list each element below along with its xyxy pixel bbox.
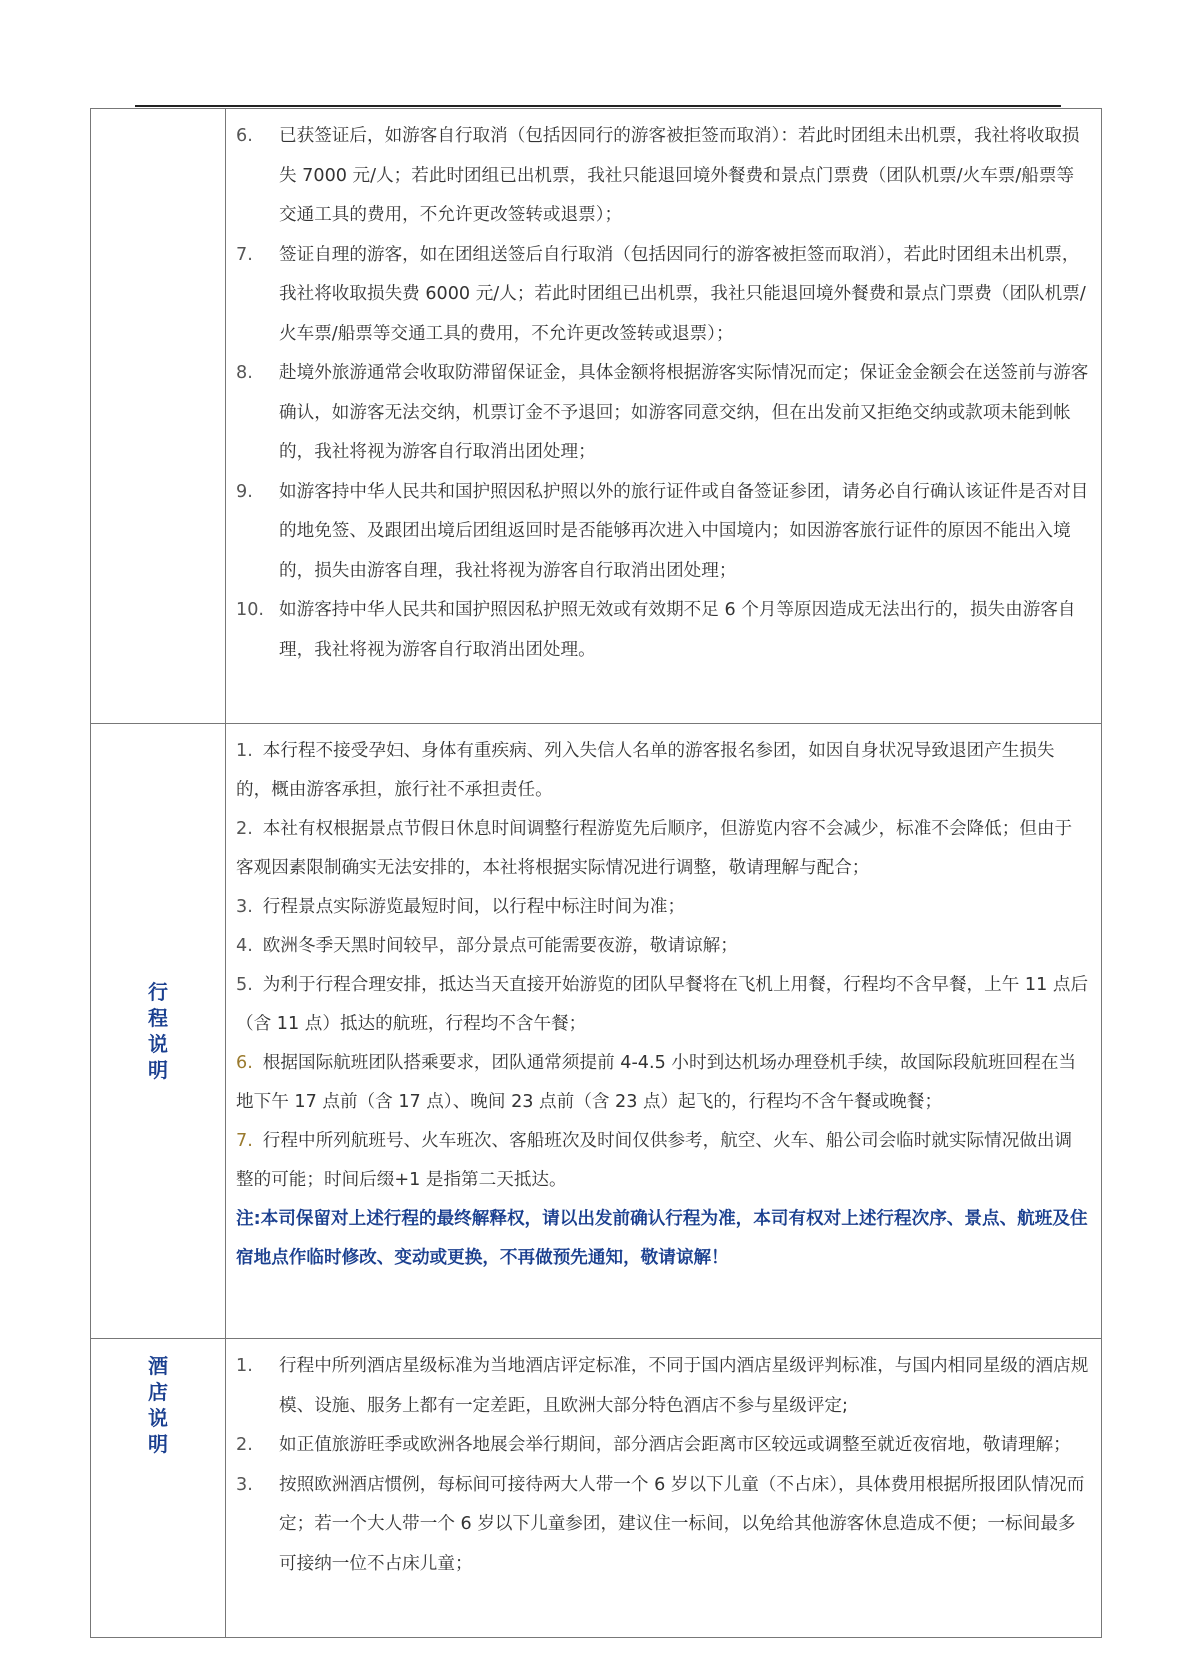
terms-table (90, 108, 1102, 1638)
list-item: 7. 行程中所列航班号、火车班次、客船班次及时间仅供参考，航空、火车、船公司会临时就实际情况做出调整的可能；时间后缀+1 是指第二天抵达。 (236, 1131, 1073, 1190)
itinerary-label-cell (91, 724, 226, 1339)
list-item: 4. 欧洲冬季天黑时间较早，部分景点可能需要夜游，敬请谅解； (236, 936, 738, 956)
itinerary-row (91, 724, 1102, 1339)
header-rule (135, 105, 1061, 107)
list-item: 6. 已获签证后，如游客自行取消（包括因同行的游客被拒签而取消）：若此时团组未出机票，我社将收取损失 7000 元/人；若此时团组已出机票，我社只能退回境外餐费和景点门票费（团队机票/火车票/船票等交通工具的费用，不允许更改签转或退票）； (236, 126, 1080, 225)
hotel-row (91, 1339, 1102, 1638)
cancel-terms-label-cell (91, 109, 226, 724)
list-item: 3. 行程景点实际游览最短时间，以行程中标注时间为准； (236, 897, 686, 917)
hotel-label: 酒店说明 (148, 1354, 168, 1456)
list-item: 7. 签证自理的游客，如在团组送签后自行取消（包括因同行的游客被拒签而取消），若此时团组未出机票，我社将收取损失费 6000 元/人；若此时团组已出机票，我社只能退回境外餐费和景点门票费（团队机票/火车票/船票等交通工具的费用，不允许更改签转或退票）； (236, 244, 1086, 344)
itinerary-content (226, 724, 1102, 1339)
disclaimer-note: 注:本司保留对上述行程的最终解释权，请以出发前确认行程为准，本司有权对上述行程次序、景点、航班及住宿地点作临时修改、变动或更换，不再做预先通知，敬请谅解！ (236, 1209, 1088, 1268)
list-item: 1. 本行程不接受孕妇、身体有重疾病、列入失信人名单的游客报名参团，如因自身状况导致退团产生损失的，概由游客承担，旅行社不承担责任。 (236, 741, 1055, 800)
list-item: 6. 根据国际航班团队搭乘要求，团队通常须提前 4-4.5 小时到达机场办理登机手续，故国际段航班回程在当地下午 17 点前（含 17 点）、晚间 23 点前（含 23 点）起飞的，行程均不含午餐或晚餐； (236, 1053, 1077, 1112)
itinerary-label: 行程说明 (148, 980, 168, 1082)
list-item: 9. 如游客持中华人民共和国护照因私护照以外的旅行证件或自备签证参团，请务必自行确认该证件是否对目的地免签、及跟团出境后团组返回时是否能够再次进入中国境内；如因游客旅行证件的原因不能出入境的，损失由游客自理，我社将视为游客自行取消出团处理； (236, 481, 1089, 581)
list-item: 5. 为利于行程合理安排，抵达当天直接开始游览的团队早餐将在飞机上用餐，行程均不含早餐，上午 11 点后（含 11 点）抵达的航班，行程均不含午餐； (236, 975, 1089, 1034)
list-item: 10. 如游客持中华人民共和国护照因私护照无效或有效期不足 6 个月等原因造成无法出行的，损失由游客自理，我社将视为游客自行取消出团处理。 (236, 600, 1076, 660)
hotel-label-cell (91, 1339, 226, 1638)
list-item: 2. 本社有权根据景点节假日休息时间调整行程游览先后顺序，但游览内容不会减少，标准不会降低；但由于客观因素限制确实无法安排的，本社将根据实际情况进行调整，敬请理解与配合； (236, 819, 1073, 878)
list-item: 3. 按照欧洲酒店惯例，每标间可接待两大人带一个 6 岁以下儿童（不占床），具体费用根据所报团队情况而定；若一个大人带一个 6 岁以下儿童参团，建议住一标间，以免给其他游客休息造成不便；一标间最多可接纳一位不占床儿童； (236, 1474, 1085, 1574)
hotel-content (226, 1339, 1102, 1638)
list-item: 1. 行程中所列酒店星级标准为当地酒店评定标准，不同于国内酒店星级评判标准，与国内相同星级的酒店规模、设施、服务上都有一定差距，且欧洲大部分特色酒店不参与星级评定; (236, 1356, 1089, 1416)
cancel-terms-row (91, 109, 1102, 724)
cancel-terms-content (226, 109, 1102, 724)
list-item: 8. 赴境外旅游通常会收取防滞留保证金，具体金额将根据游客实际情况而定；保证金金额会在送签前与游客确认，如游客无法交纳，机票订金不予退回；如游客同意交纳，但在出发前又拒绝交纳或款项未能到帐的，我社将视为游客自行取消出团处理； (236, 363, 1089, 462)
list-item: 2. 如正值旅游旺季或欧洲各地展会举行期间，部分酒店会距离市区较远或调整至就近夜宿地，敬请理解； (236, 1435, 1071, 1455)
